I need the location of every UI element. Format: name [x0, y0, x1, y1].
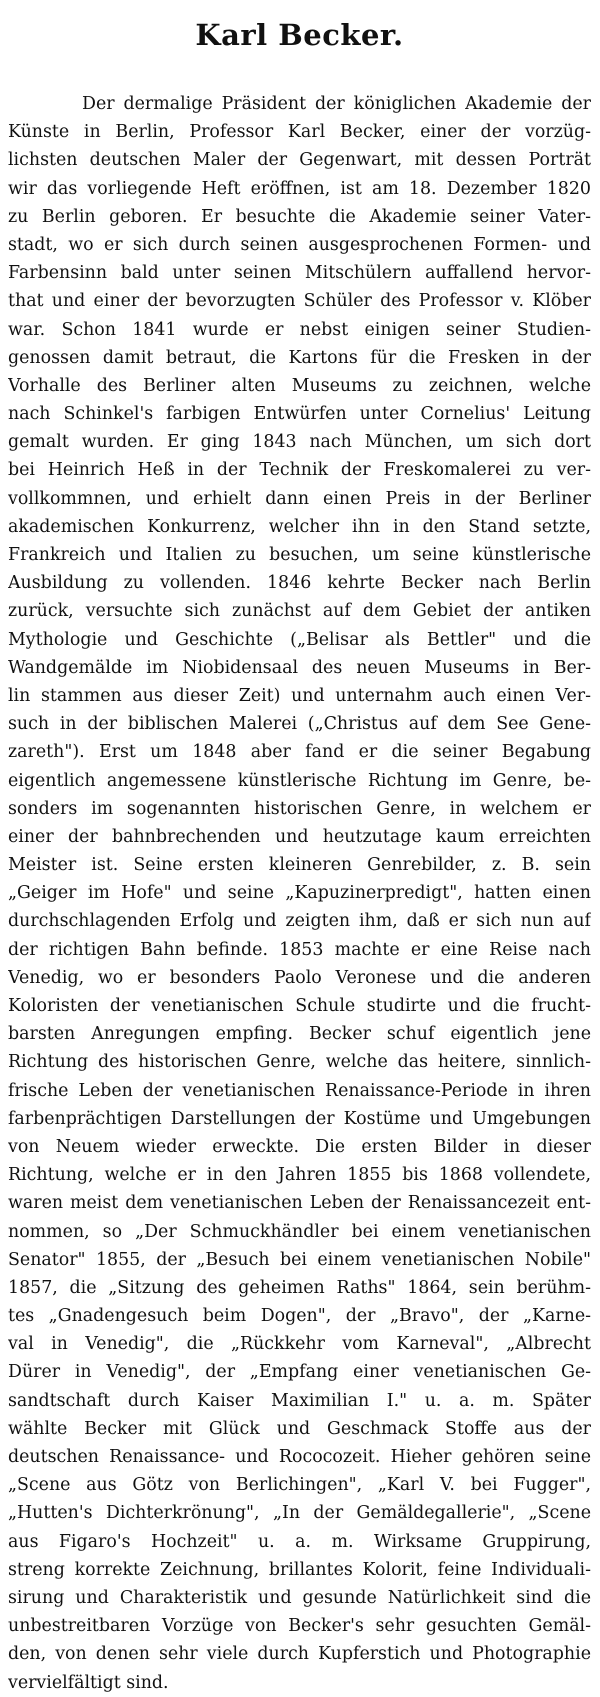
text-line: wir das vorliegende Heft eröffnen, ist am 18. Dezember 1820 [8, 178, 591, 199]
text-line: Dürer in Venedig", der „Empfang einer venetianischen Ge- [8, 1362, 591, 1383]
text-line: akademischen Konkurrenz, welcher ihn in den Stand setzte, [8, 516, 591, 537]
text-line: Künste in Berlin, Professor Karl Becker, einer der vorzüg- [8, 122, 591, 143]
text-line: der richtigen Bahn befinde. 1853 machte er eine Reise nach [8, 939, 591, 960]
text-line: Senator" 1855, der „Besuch bei einem venetianischen Nobile" [8, 1249, 591, 1270]
text-line: vollkommnen, und erhielt dann einen Preis in der Berliner [8, 488, 591, 509]
text-line: unbestreitbaren Vorzüge von Becker's sehr gesuchten Gemäl- [8, 1616, 591, 1637]
text-line: „Hutten's Dichterkrönung", „In der Gemäldegallerie", „Scene [8, 1503, 591, 1524]
article-body [8, 90, 591, 1697]
text-line: lichsten deutschen Maler der Gegenwart, mit dessen Porträt [8, 150, 591, 171]
text-line: Venedig, wo er besonders Paolo Veronese und die anderen [8, 967, 591, 988]
text-line: Vorhalle des Berliner alten Museums zu zeichnen, welche [8, 375, 591, 396]
text-line: sandtschaft durch Kaiser Maximilian I." u. a. m. Später [8, 1390, 591, 1411]
text-line: war. Schon 1841 wurde er nebst einigen seiner Studien- [8, 319, 591, 340]
text-line: 1857, die „Sitzung des geheimen Raths" 1864, sein berühm- [8, 1277, 591, 1298]
text-line: such in der biblischen Malerei („Christus auf dem See Gene- [8, 714, 591, 735]
text-line: nach Schinkel's farbigen Entwürfen unter Cornelius' Leitung [8, 404, 591, 425]
text-line: zu Berlin geboren. Er besuchte die Akademie seiner Vater- [8, 206, 591, 227]
text-line: barsten Anregungen empfing. Becker schuf eigentlich jene [8, 1024, 591, 1045]
text-line: frische Leben der venetianischen Renaissance-Periode in ihren [8, 1080, 591, 1101]
text-line: aus Figaro's Hochzeit" u. a. m. Wirksame Gruppirung, [8, 1531, 591, 1552]
text-line: einer der bahnbrechenden und heutzutage kaum erreichten [8, 826, 591, 847]
text-line: gemalt wurden. Er ging 1843 nach München, um sich dort [8, 432, 591, 453]
page-title: Karl Becker. [195, 18, 404, 52]
text-line: waren meist dem venetianischen Leben der Renaissancezeit ent- [8, 1193, 591, 1214]
text-line: val in Venedig", die „Rückkehr vom Karneval", „Albrecht [8, 1334, 591, 1355]
text-line: Meister ist. Seine ersten kleineren Genrebilder, z. B. sein [8, 855, 591, 876]
text-line: Frankreich und Italien zu besuchen, um seine künstlerische [8, 545, 591, 565]
text-line: nommen, so „Der Schmuckhändler bei einem venetianischen [8, 1221, 591, 1242]
text-line: bei Heinrich Heß in der Technik der Freskomalerei zu ver- [8, 460, 591, 481]
text-line: „Scene aus Götz von Berlichingen", „Karl V. bei Fugger", [8, 1475, 591, 1496]
text-line: Farbensinn bald unter seinen Mitschülern auffallend hervor- [8, 263, 591, 284]
text-line: eigentlich angemessene künstlerische Richtung im Genre, be- [8, 770, 591, 791]
text-line: Wandgemälde im Niobidensaal des neuen Museums in Ber- [8, 657, 591, 678]
text-line: deutschen Renaissance- und Rococozeit. Hieher gehören seine [8, 1447, 591, 1467]
text-line: Richtung des historischen Genre, welche das heitere, sinnlich- [8, 1052, 591, 1073]
text-line: that und einer der bevorzugten Schüler des Professor v. Klöber [8, 291, 591, 312]
text-line: streng korrekte Zeichnung, brillantes Kolorit, feine Individuali- [8, 1559, 591, 1580]
text-line: Mythologie und Geschichte („Belisar als Bettler" und die [8, 629, 591, 650]
text-line: sirung und Charakteristik und gesunde Natürlichkeit sind die [8, 1587, 591, 1608]
text-line: durchschlagenden Erfolg und zeigten ihm, daß er sich nun auf [8, 911, 591, 932]
text-line: von Neuem wieder erweckte. Die ersten Bilder in dieser [8, 1136, 591, 1157]
text-line: den, von denen sehr viele durch Kupferstich und Photographie [8, 1644, 591, 1665]
text-line: tes „Gnadengesuch beim Dogen", der „Bravo", der „Karne- [8, 1306, 591, 1327]
text-line: vervielfältigt sind. [8, 1672, 169, 1693]
text-line: zurück, versuchte sich zunächst auf dem Gebiet der antiken [8, 601, 591, 622]
text-line: wählte Becker mit Glück und Geschmack Stoffe aus der [8, 1418, 591, 1439]
text-line: stadt, wo er sich durch seinen ausgesprochenen Formen- und [8, 234, 591, 255]
text-line: Koloristen der venetianischen Schule studirte und die frucht- [8, 996, 591, 1016]
text-line: zareth"). Erst um 1848 aber fand er die seiner Begabung [8, 742, 591, 763]
text-line: „Geiger im Hofe" und seine „Kapuzinerpredigt", hatten einen [8, 883, 591, 904]
text-line: Richtung, welche er in den Jahren 1855 bis 1868 vollendete, [8, 1165, 591, 1186]
text-line: sonders im sogenannten historischen Genre, in welchem er [8, 798, 591, 819]
text-line: Der dermalige Präsident der königlichen Akademie der [82, 94, 591, 114]
text-line: lin stammen aus dieser Zeit) und unternahm auch einen Ver- [8, 685, 591, 706]
text-line: genossen damit betraut, die Kartons für die Fresken in der [8, 347, 591, 368]
text-line: farbenprächtigen Darstellungen der Kostüme und Umgebungen [8, 1108, 591, 1129]
text-line: Ausbildung zu vollenden. 1846 kehrte Becker nach Berlin [8, 573, 591, 594]
